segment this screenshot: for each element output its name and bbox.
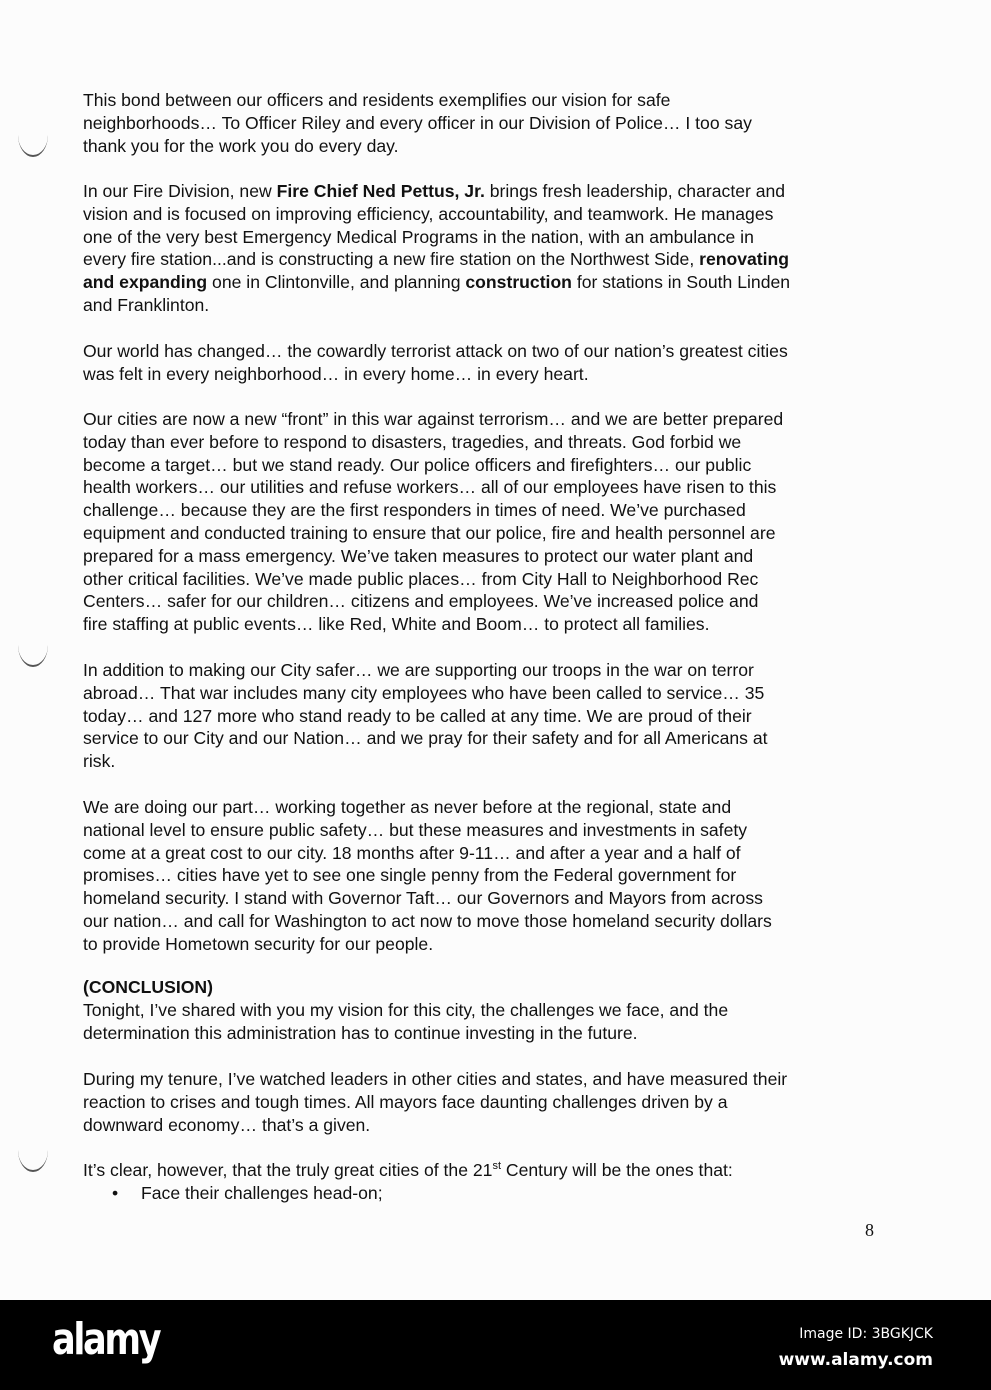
binder-hole-icon xyxy=(18,645,48,667)
text-line xyxy=(83,1022,728,1045)
text-line xyxy=(83,89,752,112)
text-line xyxy=(83,819,772,842)
text-segment: and Franklinton. xyxy=(83,294,210,315)
text-line xyxy=(83,454,783,477)
text-segment: Centers… safer for our children… citizens and employees. We’ve increased police and xyxy=(83,591,759,612)
text-segment: Century will be the ones that: xyxy=(501,1160,733,1180)
text-line xyxy=(83,999,728,1022)
text-line xyxy=(83,408,783,431)
text-line xyxy=(83,976,728,999)
text-line xyxy=(83,727,768,750)
bold-text: Fire Chief Ned Pettus, Jr. xyxy=(276,181,485,201)
bold-text: and expanding xyxy=(83,272,208,293)
text-line xyxy=(83,499,783,522)
text-line xyxy=(83,796,772,819)
text-segment: promises… cities have yet to see one single penny from the Federal government for xyxy=(83,865,737,886)
paragraph xyxy=(83,340,788,386)
text-segment: It’s clear, however, that the truly great cities of the 21 xyxy=(83,1160,493,1180)
text-segment: Our cities are now a new “front” in this war against terrorism… and we are better prepared xyxy=(83,409,784,429)
text-line xyxy=(83,705,768,728)
text-line xyxy=(83,1091,787,1114)
text-line xyxy=(83,1114,787,1137)
text-segment: one of the very best Emergency Medical Programs in the nation, with an ambulance in xyxy=(83,226,754,247)
text-line xyxy=(83,248,790,271)
text-line xyxy=(83,340,788,363)
text-line xyxy=(83,545,783,568)
image-id: Image ID: 3BGKJCK xyxy=(799,1326,933,1342)
paragraph-final xyxy=(83,1159,733,1205)
text-segment: one in Clintonville, and planning xyxy=(207,272,466,293)
site-url: www.alamy.com xyxy=(778,1350,933,1370)
text-line xyxy=(83,682,768,705)
binder-hole-icon xyxy=(18,1150,48,1172)
text-segment: our nation… and call for Washington to act now to move those homeland security dollars xyxy=(83,910,772,931)
text-segment: national level to ensure public safety… but these measures and investments in safety xyxy=(83,819,748,840)
text-segment: become a target… but we stand ready. Our police officers and firefighters… our public xyxy=(83,454,752,475)
page-number: 8 xyxy=(865,1220,874,1240)
superscript: st xyxy=(492,1160,502,1173)
text-line xyxy=(83,226,790,249)
text-line xyxy=(83,203,790,226)
text-line xyxy=(83,271,790,294)
text-line xyxy=(83,1159,733,1182)
text-segment: determination this administration has to continue investing in the future. xyxy=(83,1022,638,1043)
text-line xyxy=(83,522,783,545)
paragraph xyxy=(83,976,728,1044)
watermark-bar xyxy=(0,1300,991,1390)
text-segment: today… and 127 more who stand ready to be called at any time. We are proud of their xyxy=(83,705,752,726)
paragraph xyxy=(83,408,783,636)
text-segment: homeland security. I stand with Governor Taft… our Governors and Mayors from across xyxy=(83,888,763,909)
alamy-logo: alamy xyxy=(52,1314,160,1365)
text-segment: vision and is focused on improving efficiency, accountability, and teamwork. He manages xyxy=(83,203,774,224)
text-line xyxy=(83,933,772,956)
text-segment: to provide Hometown security for our people. xyxy=(83,933,434,954)
text-segment: service to our City and our Nation… and we pray for their safety and for all Americans at xyxy=(83,728,768,749)
text-line xyxy=(83,864,772,887)
text-line xyxy=(83,613,783,636)
text-line xyxy=(83,476,783,499)
text-line xyxy=(83,431,783,454)
text-segment: We are doing our part… working together as never before at the regional, state and xyxy=(83,797,732,817)
text-segment: During my tenure, I’ve watched leaders in other cities and states, and have measured their xyxy=(83,1069,788,1089)
text-line xyxy=(83,135,752,158)
text-segment: was felt in every neighborhood… in every home… in every heart. xyxy=(83,363,589,384)
text-segment: reaction to crises and tough times. All mayors face daunting challenges driven by a xyxy=(83,1091,728,1112)
text-segment: In addition to making our City safer… we are supporting our troops in the war on terror xyxy=(83,660,754,680)
bold-text: (CONCLUSION) xyxy=(83,977,213,997)
text-segment: for stations in South Linden xyxy=(571,272,791,293)
text-line xyxy=(83,659,768,682)
text-line xyxy=(83,842,772,865)
text-line xyxy=(83,112,752,135)
paragraph xyxy=(83,796,772,956)
text-segment: brings fresh leadership, character and xyxy=(484,181,786,201)
text-segment: neighborhoods… To Officer Riley and every officer in our Division of Police… I too say xyxy=(83,112,752,133)
text-segment: In our Fire Division, new xyxy=(83,181,277,201)
bold-text: construction xyxy=(465,272,572,293)
text-line xyxy=(83,180,790,203)
text-segment: Our world has changed… the cowardly terrorist attack on two of our nation’s greatest cities xyxy=(83,341,788,361)
text-line xyxy=(83,910,772,933)
paragraph xyxy=(83,89,752,157)
binder-hole-icon xyxy=(18,135,48,157)
paragraph xyxy=(83,659,768,773)
text-segment: other critical facilities. We’ve made public places… from City Hall to Neighborhood Rec xyxy=(83,568,759,589)
text-line xyxy=(83,887,772,910)
bullet-item: • Face their challenges head-on; xyxy=(83,1182,733,1205)
text-line xyxy=(83,363,788,386)
text-segment: today than ever before to respond to disasters, tragedies, and threats. God forbid we xyxy=(83,431,742,452)
text-line xyxy=(83,568,783,591)
text-segment: prepared for a mass emergency. We’ve taken measures to protect our water plant and xyxy=(83,545,754,566)
text-segment: equipment and conducted training to ensure that our police, fire and health personnel are xyxy=(83,522,776,543)
text-line xyxy=(83,1068,787,1091)
bold-text: renovating xyxy=(699,249,790,270)
text-segment: come at a great cost to our city. 18 months after 9-11… and after a year and a half of xyxy=(83,842,741,863)
text-segment: fire staffing at public events… like Red, White and Boom… to protect all families. xyxy=(83,614,710,635)
text-segment: challenge… because they are the first responders in times of need. We’ve purchased xyxy=(83,500,746,521)
text-line xyxy=(83,750,768,773)
text-segment: thank you for the work you do every day. xyxy=(83,135,399,156)
text-segment: This bond between our officers and residents exemplifies our vision for safe xyxy=(83,90,671,110)
text-segment: Tonight, I’ve shared with you my vision for this city, the challenges we face, and the xyxy=(83,999,729,1020)
text-segment: every fire station...and is constructing a new fire station on the Northwest Side, xyxy=(83,249,700,270)
text-segment: health workers… our utilities and refuse workers… all of our employees have risen to this xyxy=(83,477,777,498)
text-segment: risk. xyxy=(83,751,116,772)
text-segment: downward economy… that’s a given. xyxy=(83,1114,371,1135)
text-line xyxy=(83,590,783,613)
text-line xyxy=(83,294,790,317)
paragraph xyxy=(83,180,790,317)
text-segment: abroad… That war includes many city employees who have been called to service… 35 xyxy=(83,682,765,703)
paragraph xyxy=(83,1068,787,1136)
